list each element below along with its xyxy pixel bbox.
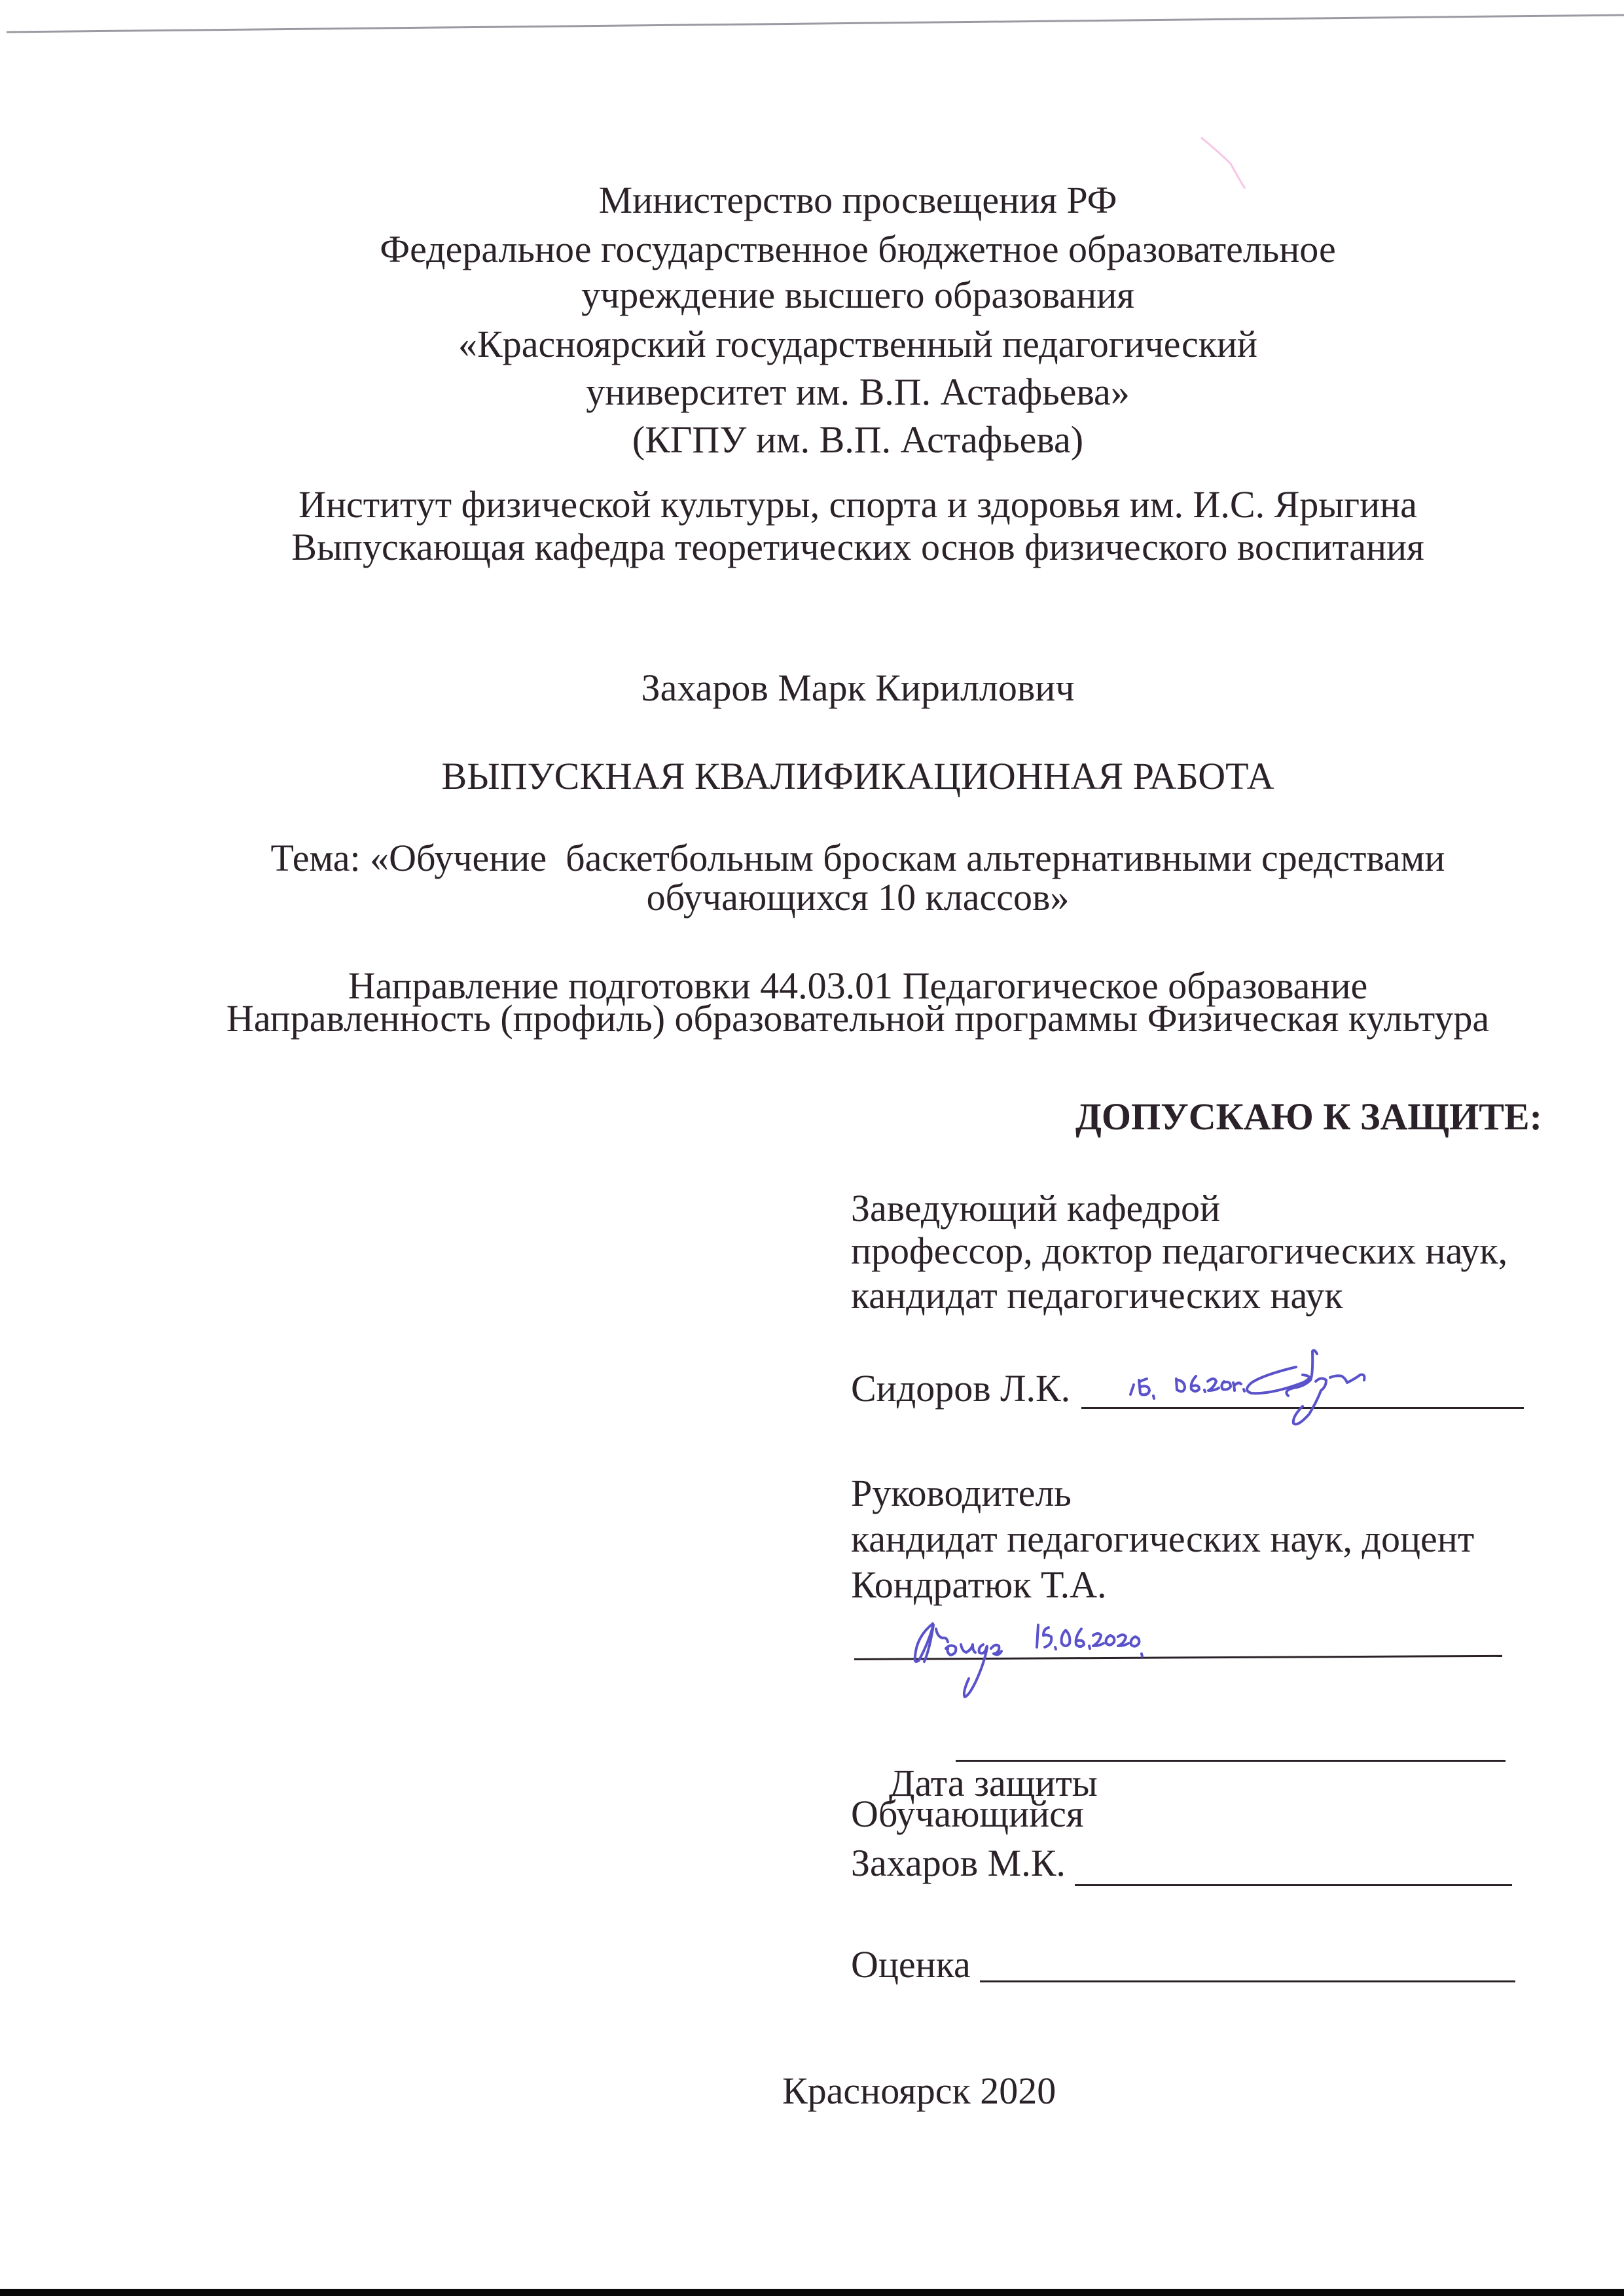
student-signature-line[interactable] xyxy=(1075,1884,1512,1886)
program-profile: Направленность (профиль) образовательной программы Физическая культура xyxy=(226,997,1490,1040)
head-signature xyxy=(1247,1351,1364,1425)
supervisor-signature xyxy=(915,1624,1001,1697)
institution-line-1: Федеральное государственное бюджетное образовательное xyxy=(380,228,1336,270)
university-abbreviation: (КГПУ им. В.П. Астафьева) xyxy=(632,418,1084,461)
head-role: Заведующий кафедрой xyxy=(851,1187,1221,1230)
student-name: Захаров М.К. xyxy=(851,1842,1066,1884)
head-handwritten-date xyxy=(1130,1376,1244,1398)
institute-name: Институт физической культуры, спорта и здоровья им. И.С. Ярыгина xyxy=(298,483,1417,526)
program-direction: Направление подготовки 44.03.01 Педагогическое образование xyxy=(348,964,1368,1007)
supervisor-handwritten-signature-and-date xyxy=(844,1611,1532,1728)
ministry-name: Министерство просвещения РФ xyxy=(598,179,1117,221)
scan-edge-line xyxy=(0,0,1624,39)
supervisor-role: Руководитель xyxy=(851,1472,1072,1514)
defense-date-label-text: Дата защиты xyxy=(889,1762,1098,1804)
institution-line-2: учреждение высшего образования xyxy=(581,274,1134,316)
university-line-2: университет им. В.П. Астафьева» xyxy=(586,371,1130,413)
work-type: ВЫПУСКНАЯ КВАЛИФИКАЦИОННАЯ РАБОТА xyxy=(441,755,1274,797)
supervisor-title: кандидат педагогических наук, доцент xyxy=(851,1518,1475,1560)
topic-line-1: Тема: «Обучение баскетбольным броскам альтернативными средствами xyxy=(270,837,1445,879)
supervisor-handwritten-date xyxy=(1037,1625,1142,1656)
topic-line-2: обучающихся 10 классов» xyxy=(646,876,1070,919)
scan-edge-bottom xyxy=(0,2289,1624,2296)
university-line-1: «Красноярский государственный педагогический xyxy=(458,323,1257,365)
department-name: Выпускающая кафедра теоретических основ физического воспитания xyxy=(291,526,1424,568)
city-year: Красноярск 2020 xyxy=(782,2069,1056,2112)
grade-label: Оценка xyxy=(851,1943,971,1986)
author-name: Захаров Марк Кириллович xyxy=(641,666,1075,709)
head-name: Сидоров Л.К. xyxy=(851,1367,1071,1410)
head-handwritten-date-and-signature xyxy=(1080,1336,1538,1440)
student-role: Обучающийся xyxy=(851,1793,1084,1835)
head-title-line-1: профессор, доктор педагогических наук, xyxy=(851,1230,1508,1272)
supervisor-name: Кондратюк Т.А. xyxy=(851,1563,1107,1606)
defense-date-field[interactable] xyxy=(956,1760,1506,1762)
approval-heading: ДОПУСКАЮ К ЗАЩИТЕ: xyxy=(1075,1095,1542,1138)
grade-field[interactable] xyxy=(980,1980,1515,1982)
head-title-line-2: кандидат педагогических наук xyxy=(851,1274,1343,1317)
